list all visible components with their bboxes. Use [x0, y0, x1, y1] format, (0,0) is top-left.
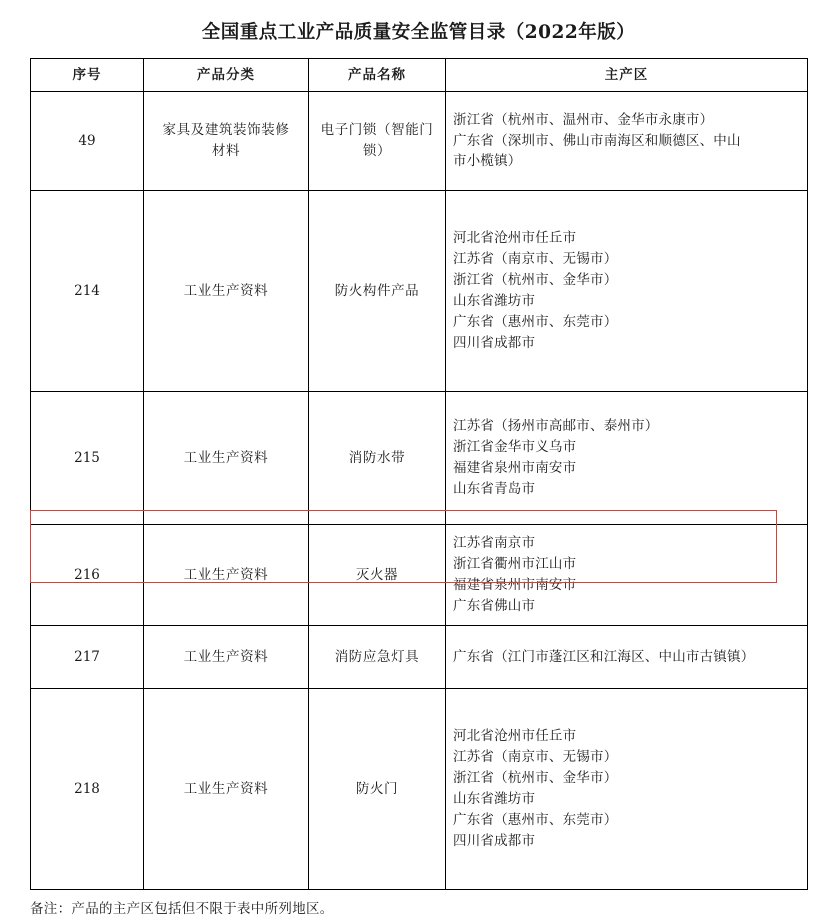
footnote: 备注：产品的主产区包括但不限于表中所列地区。 — [30, 901, 334, 917]
cell-category: 家具及建筑装饰装修 材料 — [144, 92, 309, 191]
cell-main-area: 江苏省（扬州市高邮市、泰州市） 浙江省金华市义乌市 福建省泉州市南安市 山东省青岛市 — [446, 392, 808, 525]
cell-seq: 218 — [31, 689, 144, 890]
cell-main-area: 广东省（江门市蓬江区和江海区、中山市古镇镇） — [446, 626, 808, 689]
column-header-name: 产品名称 — [309, 59, 446, 92]
table-row — [31, 626, 808, 689]
column-header-area: 主产区 — [446, 59, 808, 92]
cell-seq: 217 — [31, 626, 144, 689]
cell-product-name: 灭火器 — [309, 525, 446, 626]
cell-seq: 215 — [31, 392, 144, 525]
table-row — [31, 191, 808, 392]
table-row — [31, 92, 808, 191]
cell-category: 工业生产资料 — [144, 191, 309, 392]
cell-category: 工业生产资料 — [144, 689, 309, 890]
column-header-seq: 序号 — [31, 59, 144, 92]
cell-main-area: 河北省沧州市任丘市 江苏省（南京市、无锡市） 浙江省（杭州市、金华市） 山东省潍坊市 广东省（惠州市、东莞市） 四川省成都市 — [446, 191, 808, 392]
cell-seq: 214 — [31, 191, 144, 392]
table-row — [31, 689, 808, 890]
cell-product-name: 防火门 — [309, 689, 446, 890]
cell-seq: 216 — [31, 525, 144, 626]
cell-main-area: 江苏省南京市 浙江省衢州市江山市 福建省泉州市南安市 广东省佛山市 — [446, 525, 808, 626]
cell-product-name: 消防水带 — [309, 392, 446, 525]
cell-product-name: 防火构件产品 — [309, 191, 446, 392]
cell-main-area: 浙江省（杭州市、温州市、金华市永康市） 广东省（深圳市、佛山市南海区和顺德区、中山 市小榄镇） — [446, 92, 808, 191]
table-row-highlighted — [31, 525, 808, 626]
table-row — [31, 392, 808, 525]
cell-product-name: 消防应急灯具 — [309, 626, 446, 689]
cell-category: 工业生产资料 — [144, 626, 309, 689]
table-header-row — [31, 59, 808, 92]
cell-seq: 49 — [31, 92, 144, 191]
column-header-category: 产品分类 — [144, 59, 309, 92]
cell-category: 工业生产资料 — [144, 525, 309, 626]
cell-product-name: 电子门锁（智能门锁） — [309, 92, 446, 191]
page-title: 全国重点工业产品质量安全监管目录（2022年版） — [201, 22, 636, 43]
cell-category: 工业生产资料 — [144, 392, 309, 525]
catalog-table — [30, 58, 808, 890]
cell-main-area: 河北省沧州市任丘市 江苏省（南京市、无锡市） 浙江省（杭州市、金华市） 山东省潍坊市 广东省（惠州市、东莞市） 四川省成都市 — [446, 689, 808, 890]
